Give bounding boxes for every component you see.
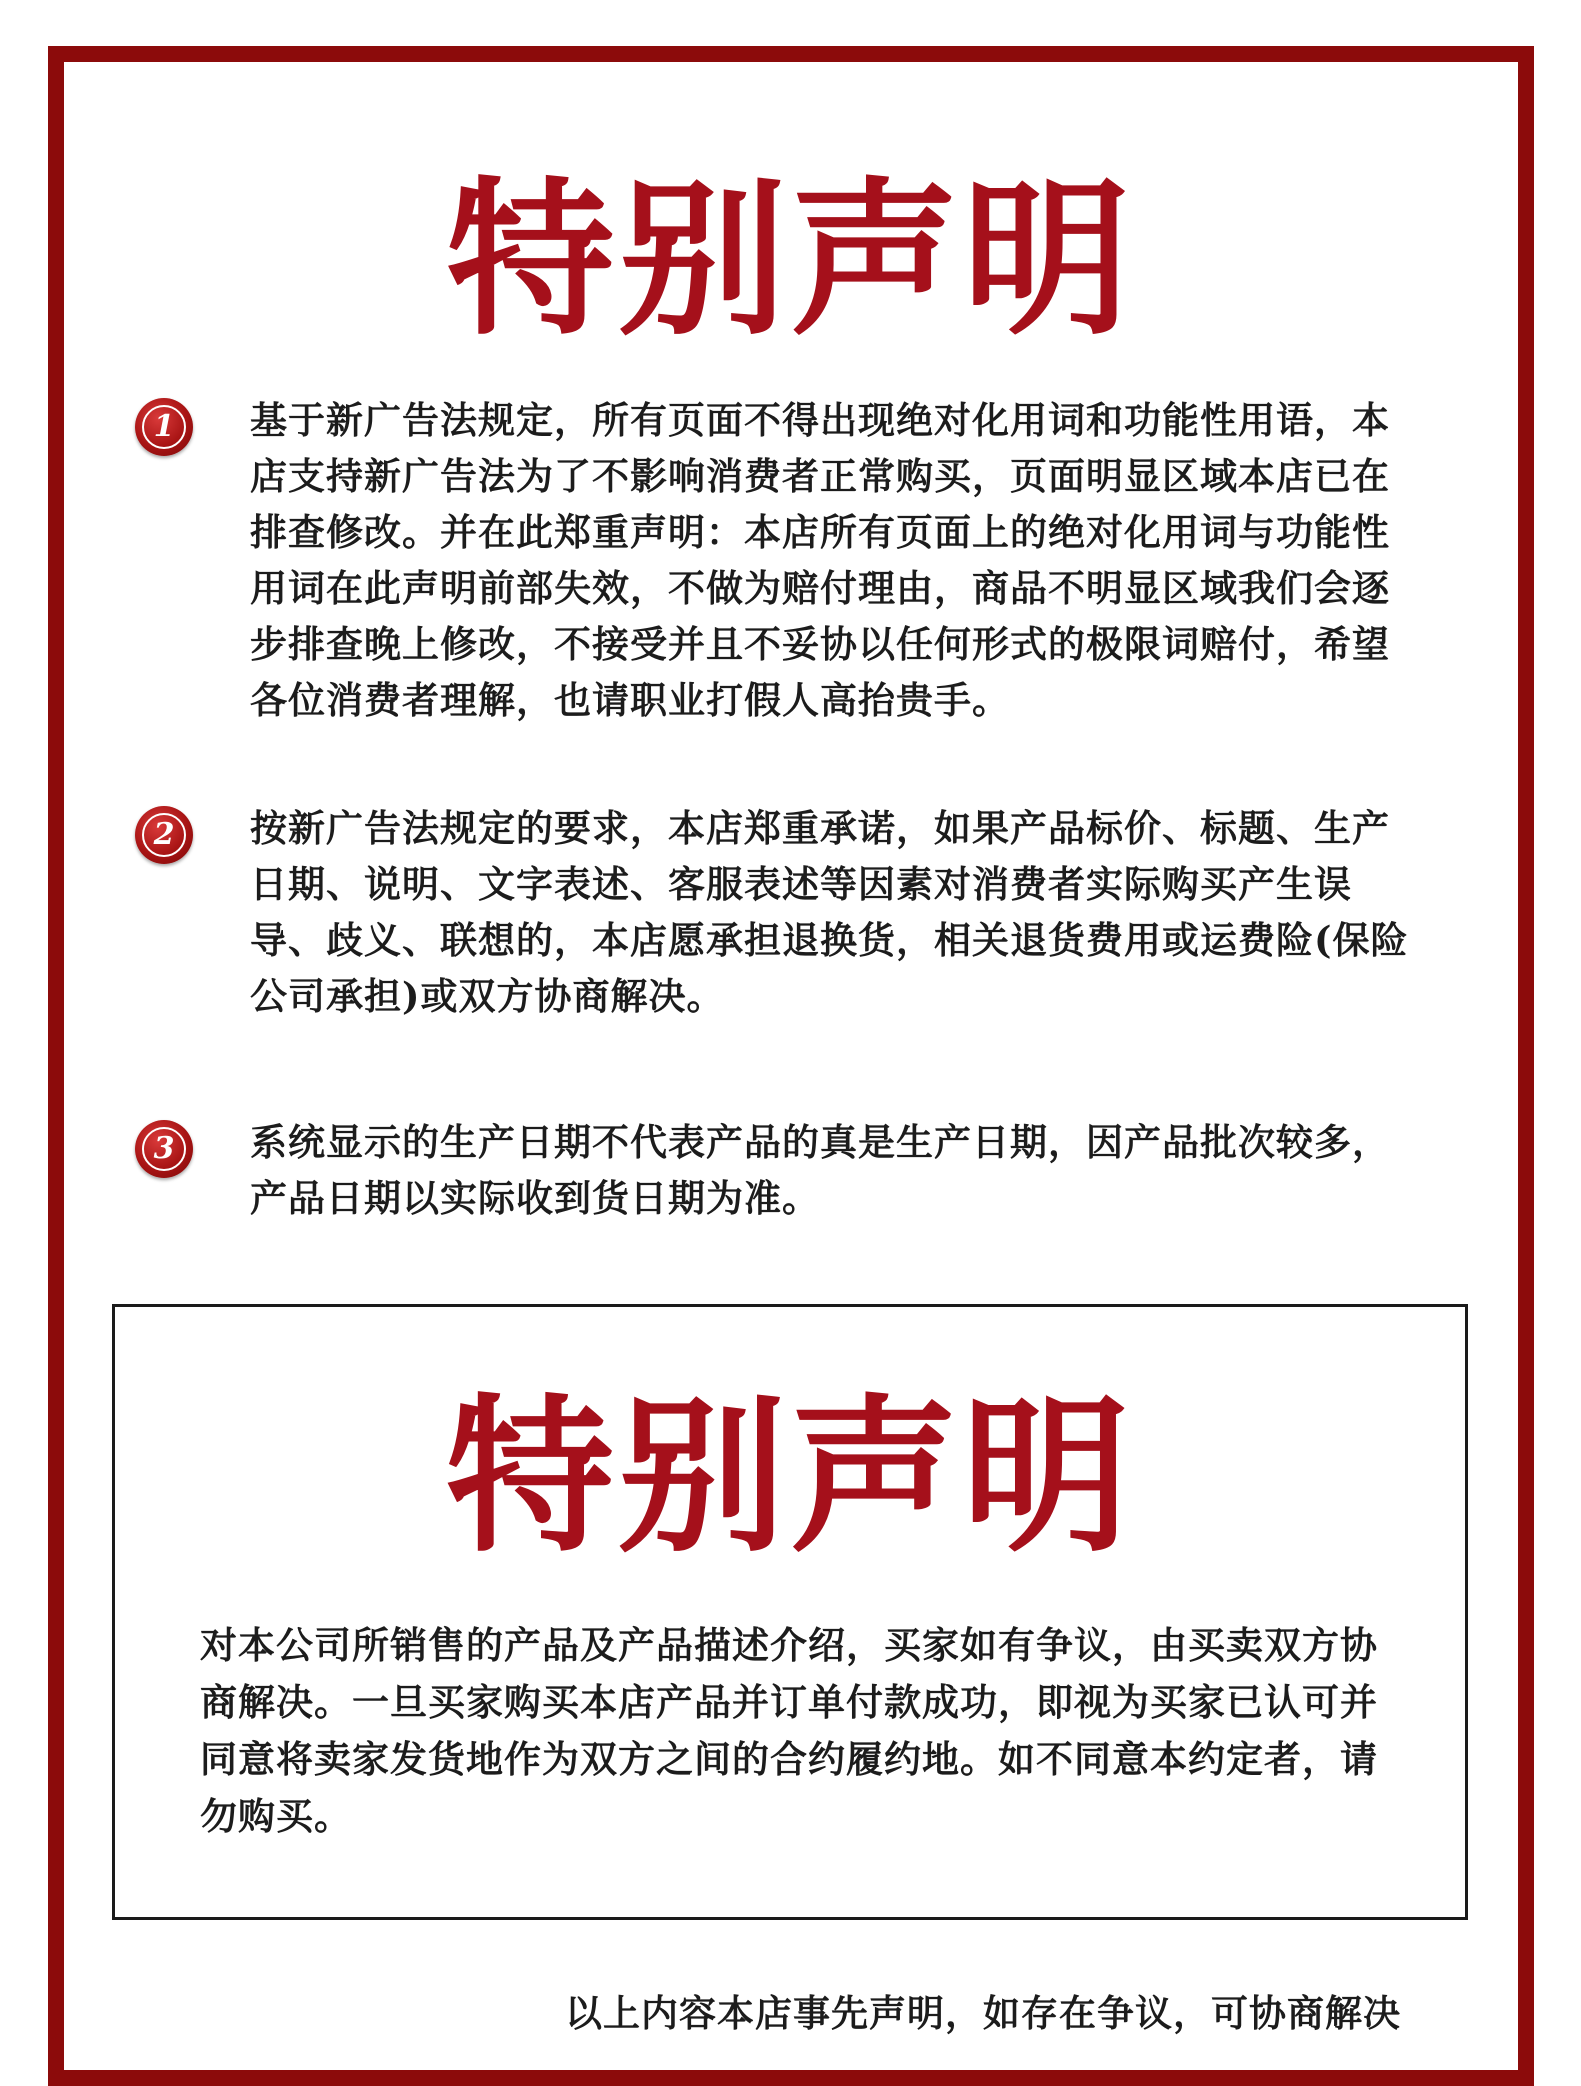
item-number: 2 — [142, 813, 186, 857]
footer-note: 以上内容本店事先声明，如存在争议，可协商解决 — [565, 1991, 1401, 2035]
number-badge-icon — [135, 806, 193, 864]
item-text: 按新广告法规定的要求，本店郑重承诺，如果产品标价、标题、生产日期、说明、文字表述、客服表述等因素对消费者实际购买产生误导、歧义、联想的，本店愿承担退换货，相关退货费用或运费险(保险公司承担)或双方协商解决。 — [250, 806, 1409, 1018]
item-text: 基于新广告法规定，所有页面不得出现绝对化用词和功能性用语，本店支持新广告法为了不影响消费者正常购买，页面明显区域本店已在排查修改。并在此郑重声明：本店所有页面上的绝对化用词与功能性用词在此声明前部失效，不做为赔付理由，商品不明显区域我们会逐步排查晚上修改，不接受并且不妥协以任何形式的极限词赔付，希望各位消费者理解，也请职业打假人高抬贵手。 — [250, 398, 1390, 722]
item-number: 1 — [142, 405, 186, 449]
box-text: 对本公司所销售的产品及产品描述介绍，买家如有争议，由买卖双方协商解决。一旦买家购买本店产品并订单付款成功，即视为买家已认可并同意将卖家发货地作为双方之间的合约履约地。如不同意本约定者，请勿购买。 — [200, 1623, 1378, 1838]
item-number: 3 — [142, 1127, 186, 1171]
box-title: 特别声明 — [446, 1377, 1134, 1575]
declaration-box — [112, 1304, 1468, 1920]
page-title: 特别声明 — [446, 160, 1135, 358]
number-badge-icon — [135, 398, 193, 456]
number-badge-icon — [135, 1120, 193, 1178]
item-text: 系统显示的生产日期不代表产品的真是生产日期，因产品批次较多，产品日期以实际收到货日期为准。 — [250, 1120, 1390, 1220]
